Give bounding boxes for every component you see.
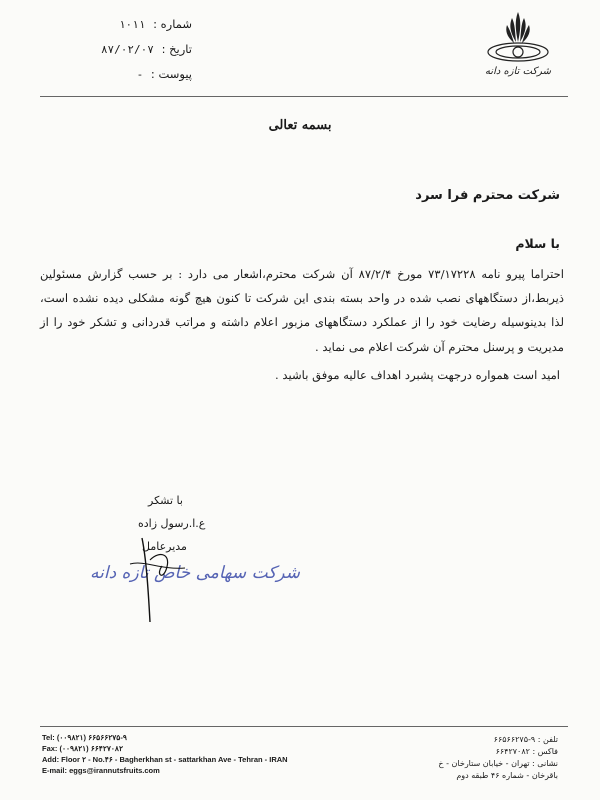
- footer-fa-fax: فاکس : ۶۶۴۲۷۰۸۲: [495, 747, 558, 756]
- addressee: شرکت محترم فرا سرد: [415, 188, 560, 203]
- signature-thanks: با تشکر: [148, 494, 183, 507]
- svg-text:شرکت سهامی خاص تازه دانه: شرکت سهامی خاص تازه دانه: [90, 563, 300, 583]
- footer-contact-fa: [348, 734, 558, 782]
- greeting: با سلام: [515, 236, 560, 251]
- footer-tel: Tel: (۰۰۹۸۲۱) ۶۶۵۶۶۲۷۵-۹: [42, 733, 127, 742]
- letter-meta: [42, 12, 192, 87]
- date-label: تاریخ :: [161, 42, 192, 56]
- signature-name: ع.ا.رسول زاده: [138, 517, 206, 530]
- letter-date: [42, 37, 192, 62]
- footer-divider: [40, 726, 568, 727]
- footer-fa-address-1: نشانی : تهران - خیابان ستارخان - خ: [438, 759, 558, 768]
- company-logo-text: شرکت تازه دانه: [484, 66, 552, 77]
- letter-attachment: [42, 62, 192, 87]
- footer-fa-address-2: باقرخان - شماره ۴۶ طبقه دوم: [456, 771, 558, 780]
- number-label: شماره :: [153, 17, 192, 31]
- number-value: ۱۰۱۱: [118, 18, 146, 31]
- closing-line: امید است همواره درجهت پشبرد اهداف عالیه موفق باشید .: [275, 368, 560, 382]
- signature-title: مدیرعامل: [142, 540, 187, 553]
- body-paragraph: احتراما پیرو نامه ۷۳/۱۷۲۲۸ مورخ ۸۷/۲/۴ آن شرکت محترم،اشعار می دارد : بر حسب گزارش مسئولین ذیربط،از دستگاههای نصب شده در واحد بسته بندی این شرکت تا کنون هیچ گونه مشکلی دیده نشده است، لذا بدینوسیله رضایت خود را از عملکرد دستگاههای مزبور اعلام داشته و مراتب قدردانی و تشکر خود را از مدیریت و پرسنل محترم آن شرکت اعلام می نماید .: [40, 267, 564, 354]
- footer-contact-en: [42, 732, 288, 776]
- footer-email: E-mail: eggs@irannutsfruits.com: [42, 766, 160, 775]
- attachment-label: پیوست :: [150, 67, 192, 81]
- attachment-value: -: [136, 68, 144, 81]
- footer-fax: Fax: (۰۰۹۸۲۱) ۶۶۴۲۷۰۸۲: [42, 744, 123, 753]
- footer-fa-tel: تلفن : ۹-۶۶۵۶۶۲۷۵: [493, 735, 558, 744]
- letter-number: [42, 12, 192, 37]
- letter-body: [40, 262, 564, 359]
- footer-address: Add: Floor ۲ - No.۴۶ - Bagherkhan st - sattarkhan Ave - Tehran - IRAN: [42, 755, 288, 764]
- signature-stamp-icon: [90, 530, 300, 630]
- letter-heading: بسمه تعالی: [268, 118, 332, 133]
- header-divider: [40, 96, 568, 97]
- date-value: ۸۷/۰۲/۰۷: [100, 43, 154, 56]
